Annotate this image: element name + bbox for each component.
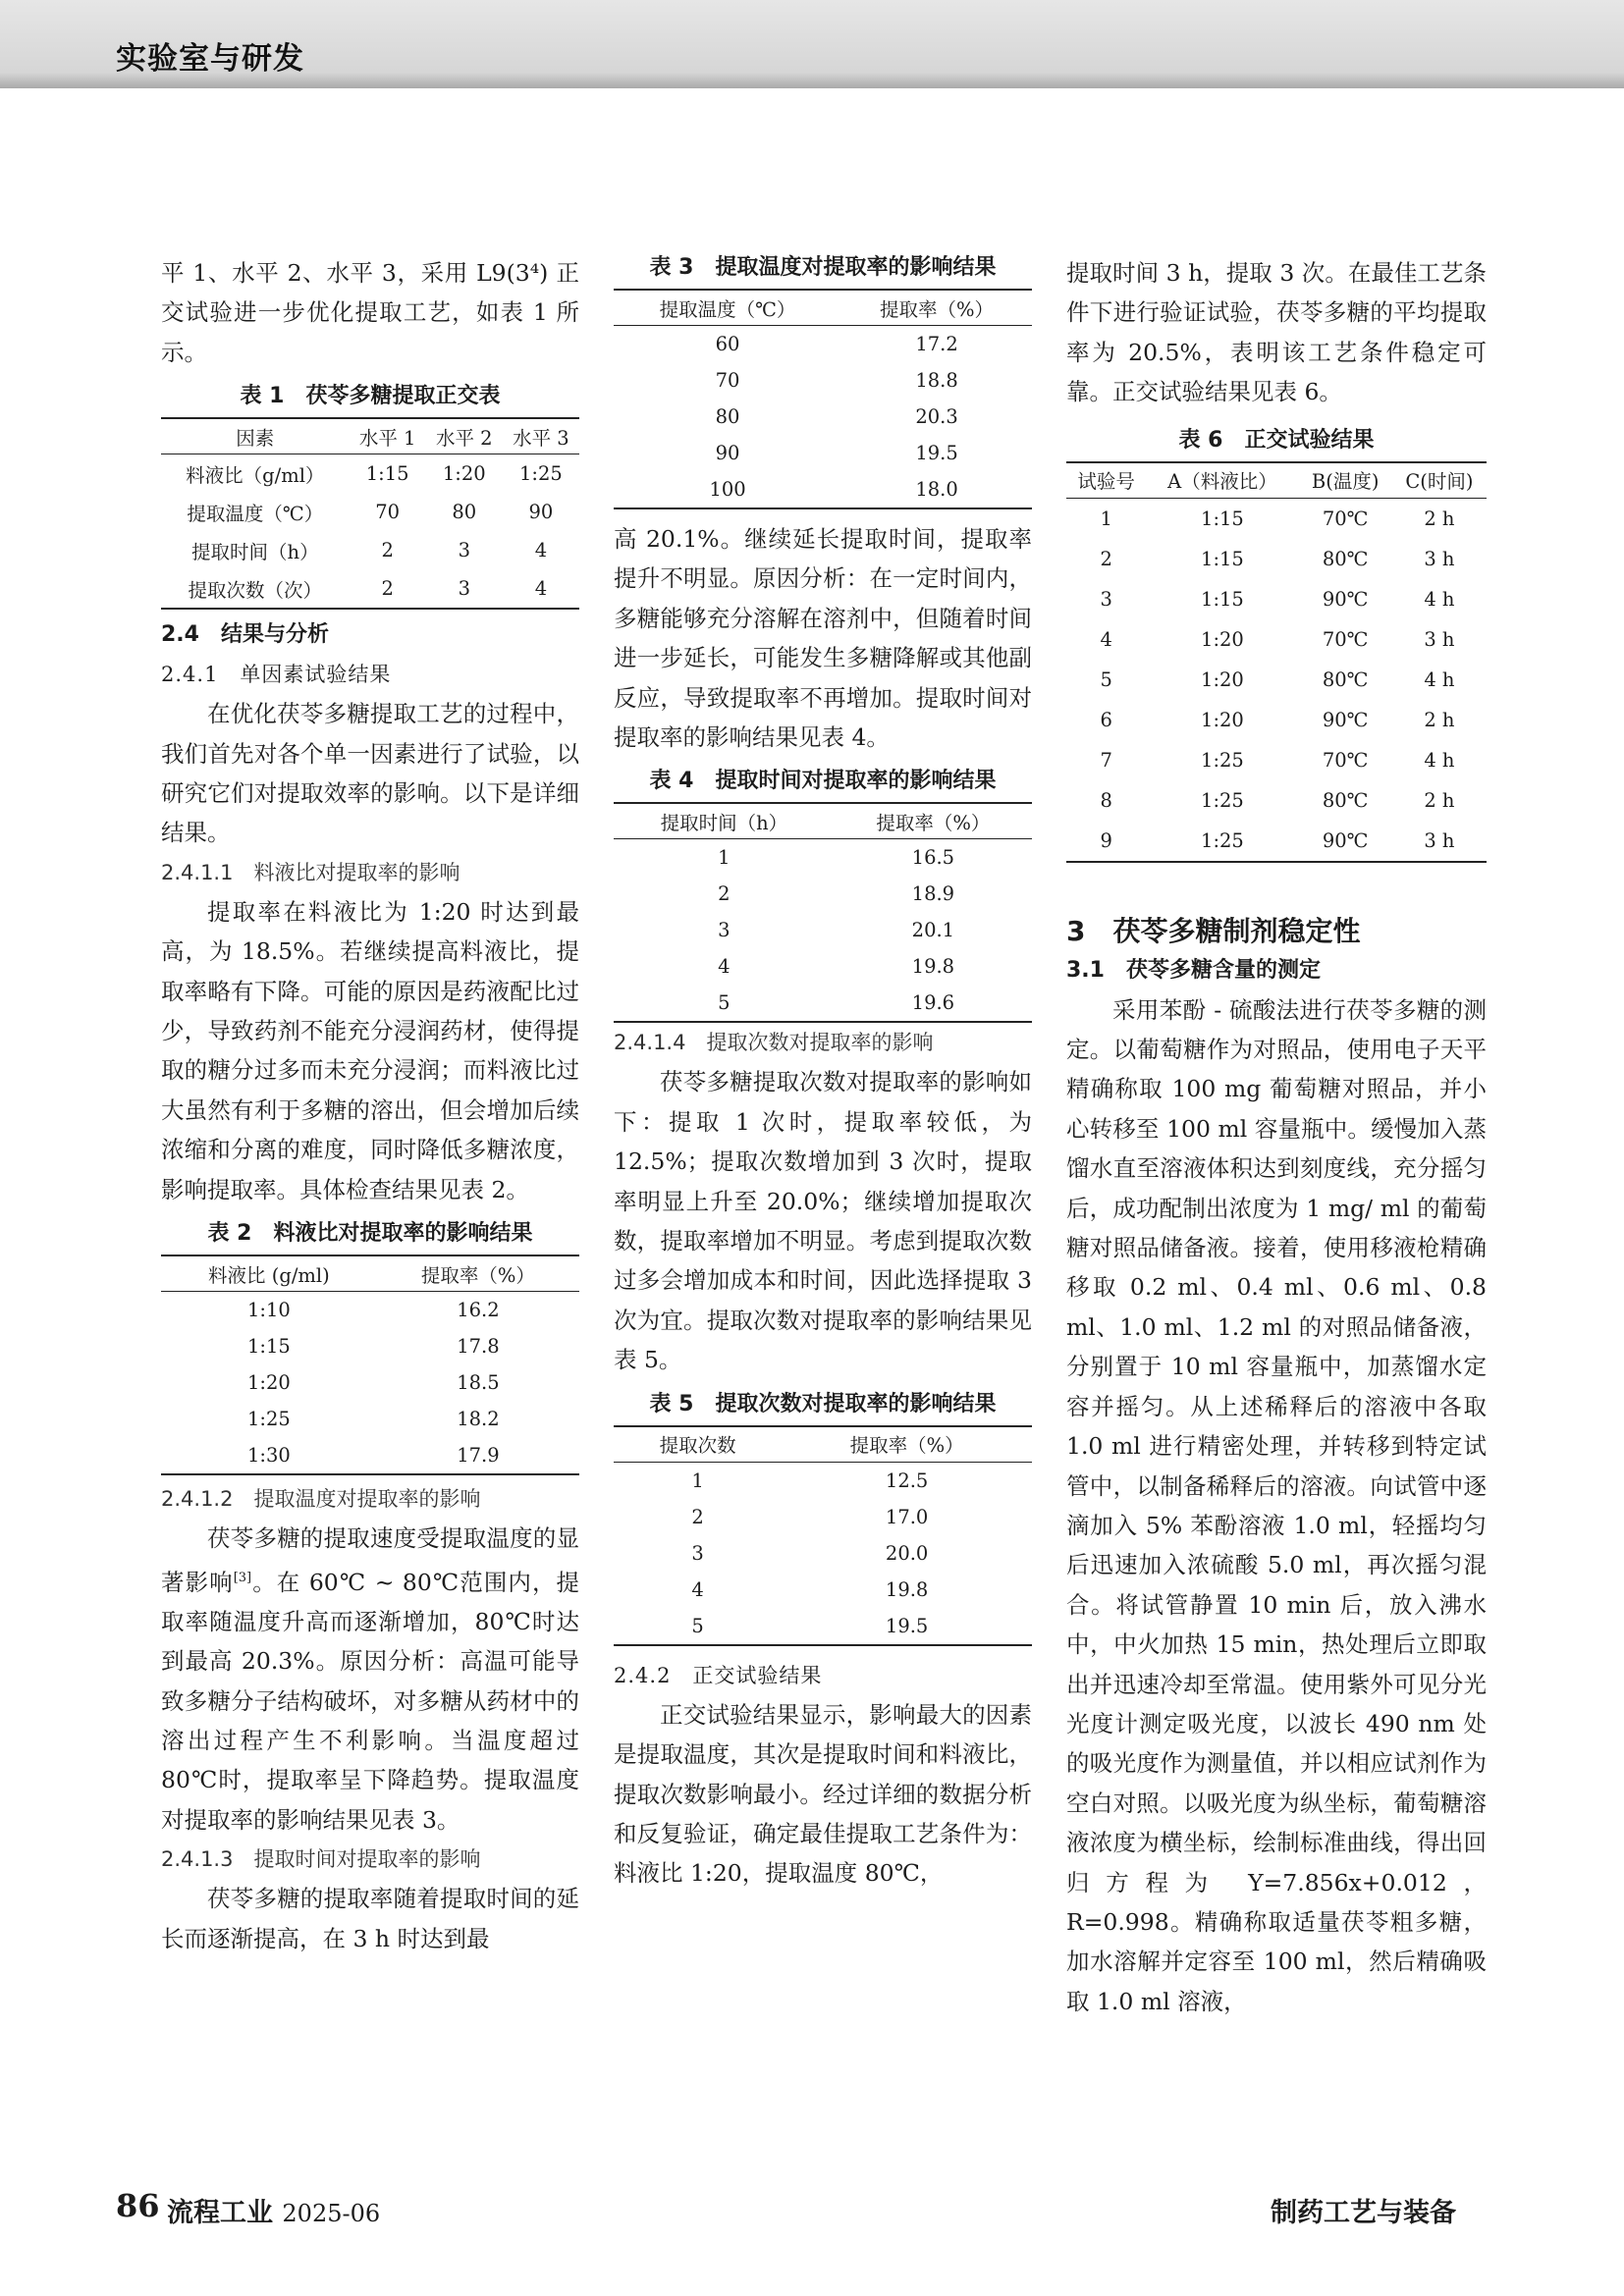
table-cell: 1:30: [161, 1437, 377, 1474]
table-cell: 4: [691, 1577, 704, 1601]
table-row: [614, 1499, 1032, 1535]
table-2: [161, 1255, 579, 1475]
table-cell: 2: [350, 569, 426, 609]
table-cell: 1:25: [519, 462, 563, 486]
table-cell: 90: [715, 442, 740, 464]
table-row: [614, 985, 1032, 1022]
table-header-cell: 提取率（%）: [835, 803, 1032, 839]
table-cell: 2: [1100, 547, 1112, 570]
table-cell: 4 h: [1424, 748, 1455, 772]
table-cell: 90℃: [1299, 821, 1392, 862]
table-row: [1066, 579, 1487, 619]
table-cell: 17.8: [457, 1335, 500, 1359]
table-row: [161, 454, 579, 494]
table-cell: 17.0: [885, 1505, 929, 1528]
table-cell: 70: [375, 501, 401, 524]
table-cell: 90: [528, 501, 554, 524]
column-2: [614, 253, 1032, 1894]
table-cell: 料液比（g/ml）: [186, 463, 325, 487]
table-cell: 1:20: [1201, 667, 1244, 691]
table-cell: 18.2: [457, 1408, 500, 1431]
paragraph: 在优化茯苓多糖提取工艺的过程中，我们首先对各个单一因素进行了试验，以研究它们对提取效率的影响。以下是详细结果。: [161, 700, 579, 847]
table-cell: 2 h: [1424, 788, 1455, 812]
table-cell: 4: [718, 955, 731, 979]
paragraph: 正交试验结果显示，影响最大的因素是提取温度，其次是提取时间和料液比，提取次数影响最小。经过详细的数据分析和反复验证，确定最佳提取工艺条件为：料液比 1:20，提取温度 80℃，: [614, 1700, 1032, 1888]
table-cell: 3 h: [1424, 627, 1455, 651]
table-row: [161, 1292, 579, 1329]
table-cell: 3 h: [1424, 547, 1455, 570]
table-row: [614, 471, 1032, 508]
table-cell: 7: [1100, 748, 1112, 772]
table-header-cell: 提取率（%）: [377, 1255, 579, 1292]
table-cell: 2 h: [1424, 708, 1455, 731]
paragraph: 茯苓多糖提取次数对提取率的影响如下：提取 1 次时，提取率较低，为 12.5%；提取次数增加到 3 次时，提取率明显上升至 20.0%；继续增加提取次数，提取率增加不明显。考虑到提取次数过多会增加成本和时间，因此选择提取 3 次为宜。提取次数对提取率的影响结果见表 5。: [614, 1068, 1032, 1374]
table-header-cell: 提取次数: [614, 1426, 782, 1463]
table-cell: 20.3: [915, 405, 958, 428]
table-cell: 3: [1100, 587, 1112, 611]
running-title: 制药工艺与装备: [1271, 2198, 1456, 2228]
table-row: [614, 1572, 1032, 1608]
table-cell: 18.0: [841, 471, 1032, 508]
table-caption: 表 5 提取次数对提取率的影响结果: [649, 1391, 997, 1416]
subsubsection-heading: 2.4.1.3 提取时间对提取率的影响: [161, 1847, 481, 1872]
table-cell: 19.6: [835, 985, 1032, 1022]
table-row: [614, 1462, 1032, 1499]
table-cell: 1:20: [247, 1371, 291, 1395]
table-cell: 80: [715, 405, 740, 428]
table-header-row: [614, 290, 1032, 326]
table-row: [614, 399, 1032, 435]
table-row: [614, 1535, 1032, 1572]
table-header-row: [161, 418, 579, 454]
table-cell: 2: [718, 882, 731, 906]
subsubsection-heading: 2.4.1.1 料液比对提取率的影响: [161, 860, 460, 884]
table-cell: 4: [534, 539, 548, 562]
table-cell: 8: [1100, 788, 1112, 812]
table-row: [614, 362, 1032, 399]
table-header-cell: 提取温度（℃）: [614, 290, 841, 326]
paragraph: 高 20.1%。继续延长提取时间，提取率提升不明显。原因分析：在一定时间内，多糖能够充分溶解在溶剂中，但随着时间进一步延长，可能发生多糖降解或其他副反应，导致提取率不再增加。提取时间对提取率的影响结果见表 4。: [614, 525, 1032, 752]
table-row: [614, 839, 1032, 877]
table-header-row: [614, 1426, 1032, 1463]
table-cell: 90℃: [1322, 587, 1369, 611]
table-cell: 5: [1100, 667, 1112, 691]
table-cell: 3: [691, 1541, 704, 1565]
subsection-heading: 3.1 茯苓多糖含量的测定: [1066, 957, 1321, 983]
table-row: [161, 493, 579, 531]
table-cell: 4 h: [1424, 587, 1455, 611]
table-header-cell: 提取率（%）: [782, 1426, 1032, 1463]
subsubsection-heading: 2.4.1.4 提取次数对提取率的影响: [614, 1031, 934, 1055]
table-cell: 1:25: [1146, 821, 1298, 862]
table-header-cell: C(时间): [1392, 462, 1487, 499]
table-cell: 4: [503, 569, 579, 609]
section-heading: 2.4 结果与分析: [161, 622, 329, 648]
table-header-row: [1066, 462, 1487, 499]
text-span: 。在 60℃ ~ 80℃范围内，提取率随温度升高而逐渐增加，80℃时达到最高 20.3%。原因分析：高温可能导致多糖分子结构破坏，对多糖从药材中的溶出过程产生不利影响。当温度超过 80℃时，提取率呈下降趋势。提取温度对提取率的影响结果见表 3。: [161, 1568, 580, 1834]
table-header-cell: 料液比 (g/ml): [161, 1255, 377, 1292]
table-cell: 18.5: [457, 1371, 500, 1395]
table-header-cell: 水平 1: [350, 418, 426, 454]
table-cell: 2 h: [1424, 507, 1455, 530]
table-cell: 16.5: [911, 846, 955, 870]
table-cell: 1: [718, 846, 731, 870]
table-header-cell: 水平 2: [426, 418, 503, 454]
section-label: 实验室与研发: [116, 41, 304, 77]
citation: [3]: [233, 1570, 252, 1585]
table-cell: 60: [715, 333, 740, 355]
table-header-cell: 试验号: [1066, 462, 1146, 499]
table-cell: 80℃: [1322, 547, 1369, 570]
table-row: [614, 948, 1032, 985]
table-cell: 18.8: [915, 369, 958, 392]
paragraph: 提取时间 3 h，提取 3 次。在最佳工艺条件下进行验证试验，茯苓多糖的平均提取率为 20.5%，表明该工艺条件稳定可靠。正交试验结果见表 6。: [1066, 259, 1487, 406]
table-cell: 1:25: [247, 1408, 291, 1431]
table-caption: 表 4 提取时间对提取率的影响结果: [649, 769, 997, 794]
table-cell: 9: [1066, 821, 1146, 862]
subsection-heading: 2.4.2 正交试验结果: [614, 1663, 823, 1687]
table-cell: 1:20: [442, 462, 486, 486]
table-row: [614, 326, 1032, 363]
table-cell: 3 h: [1392, 821, 1487, 862]
table-cell: 4: [1100, 627, 1112, 651]
text-span: 茯苓多糖的提取速度受提取温度的显著影响: [161, 1524, 579, 1596]
paragraph: 平 1、水平 2、水平 3，采用 L9(3⁴) 正交试验进一步优化提取工艺，如表 1 所示。: [161, 259, 579, 366]
table-row: [161, 1401, 579, 1437]
column-3: [1066, 253, 1487, 2021]
table-row: [1066, 740, 1487, 780]
table-caption: 表 3 提取温度对提取率的影响结果: [649, 255, 997, 280]
table-caption: 表 1 茯苓多糖提取正交表: [240, 384, 501, 409]
table-header-cell: 水平 3: [503, 418, 579, 454]
table-cell: 19.5: [782, 1608, 1032, 1645]
table-cell: 19.8: [885, 1577, 929, 1601]
table-cell: 90℃: [1322, 708, 1369, 731]
table-caption: 表 2 料液比对提取率的影响结果: [207, 1221, 533, 1247]
paragraph: 茯苓多糖的提取率随着提取时间的延长而逐渐提高，在 3 h 时达到最: [161, 1885, 579, 1952]
subsection-heading: 2.4.1 单因素试验结果: [161, 663, 392, 687]
table-cell: 3: [426, 569, 503, 609]
table-cell: 1:25: [1201, 788, 1244, 812]
table-header-row: [614, 803, 1032, 839]
table-cell: 100: [614, 471, 841, 508]
table-row: [1066, 619, 1487, 660]
table-row: [161, 569, 579, 609]
table-4: [614, 802, 1032, 1023]
table-row: [614, 912, 1032, 948]
table-caption: 表 6 正交试验结果: [1178, 427, 1375, 453]
table-header-cell: 因素: [161, 418, 350, 454]
section-heading: 3 茯苓多糖制剂稳定性: [1066, 914, 1361, 947]
journal-issue: 2025-06: [282, 2200, 381, 2227]
table-1: [161, 417, 579, 610]
table-row: [614, 435, 1032, 471]
table-cell: 4 h: [1424, 667, 1455, 691]
table-cell: 1:15: [1201, 507, 1244, 530]
table-cell: 70℃: [1322, 748, 1369, 772]
table-row: [161, 531, 579, 569]
table-cell: 20.0: [885, 1541, 929, 1565]
table-cell: 20.1: [911, 919, 955, 942]
table-cell: 提取温度（℃）: [187, 502, 324, 525]
page-number: 86: [116, 2187, 160, 2224]
table-cell: 17.2: [915, 333, 958, 355]
table-row: [614, 876, 1032, 912]
paragraph: [161, 1519, 579, 1840]
table-cell: 6: [1100, 708, 1112, 731]
table-cell: 3: [718, 919, 731, 942]
table-cell: 1:15: [247, 1335, 291, 1359]
journal-name: [167, 2191, 380, 2229]
table-cell: 70℃: [1322, 627, 1369, 651]
table-cell: 1:15: [1201, 547, 1244, 570]
paragraph: 提取率在料液比为 1:20 时达到最高，为 18.5%。若继续提高料液比，提取率略有下降。可能的原因是药液配比过少，导致药剂不能充分浸润药材，使得提取的糖分过多而未充分浸润；而料液比过大虽然有利于多糖的溶出，但会增加后续浓缩和分离的难度，同时降低多糖浓度，影响提取率。具体检查结果见表 2。: [161, 897, 579, 1203]
table-row: [161, 1364, 579, 1401]
table-cell: 1:10: [247, 1299, 291, 1322]
table-cell: 1: [1100, 507, 1112, 530]
table-3: [614, 289, 1032, 509]
table-row: [614, 1608, 1032, 1645]
table-row: [1066, 821, 1487, 862]
table-cell: 5: [614, 1608, 782, 1645]
table-6: [1066, 461, 1487, 863]
table-header-cell: 提取时间（h）: [614, 803, 835, 839]
table-cell: 1:20: [1201, 627, 1244, 651]
subsubsection-heading: 2.4.1.2 提取温度对提取率的影响: [161, 1487, 481, 1512]
table-cell: 12.5: [885, 1468, 929, 1492]
table-cell: 70℃: [1322, 507, 1369, 530]
table-cell: 17.9: [377, 1437, 579, 1474]
table-row: [1066, 780, 1487, 821]
table-row: [161, 1328, 579, 1364]
table-cell: 70: [715, 369, 740, 392]
table-cell: 19.5: [915, 442, 958, 464]
table-cell: 提取时间（h）: [191, 540, 319, 563]
table-cell: 5: [614, 985, 835, 1022]
table-cell: 19.8: [911, 955, 955, 979]
table-row: [1066, 700, 1487, 740]
table-row: [1066, 498, 1487, 539]
table-header-row: [161, 1255, 579, 1292]
table-cell: 80℃: [1322, 788, 1369, 812]
table-header-cell: 提取率（%）: [841, 290, 1032, 326]
table-cell: 2: [381, 539, 394, 562]
table-cell: 80℃: [1322, 667, 1369, 691]
paragraph: 采用苯酚 - 硫酸法进行茯苓多糖的测定。以葡萄糖作为对照品，使用电子天平精确称取 100 mg 葡萄糖对照品，并小心转移至 100 ml 容量瓶中。缓慢加入蒸馏水直至溶液体积达到刻度线，充分摇匀后，成功配制出浓度为 1 mg/ ml 的葡萄糖对照品储备液。接着，使用移液枪精确移取 0.2 ml、0.4 ml、0.6 ml、0.8 ml、1.0 ml、1.2 ml 的对照品储备液，分别置于 10 ml 容量瓶中，加蒸馏水定容并摇匀。从上述稀释后的溶液中各取 1.0 ml 进行精密处理，并转移到特定试管中，以制备稀释后的溶液。向试管中逐滴加入 5% 苯酚溶液 1.0 ml，轻摇均匀后迅速加入浓硫酸 5.0 ml，再次摇匀混合。将试管静置 10 min 后，放入沸水中，中火加热 15 min，热处理后立即取出并迅速冷却至常温。使用紫外可见分光光度计测定吸光度，以波长 490 nm 处的吸光度作为测量值，并以相应试剂作为空白对照。以吸光度为纵坐标，葡萄糖溶液浓度为横坐标，绘制标准曲线，得出回归方程为 Y=7.856x+0.012，R=0.998。精确称取适量茯苓粗多糖，加水溶解并定容至 100 ml，然后精确吸取 1.0 ml 溶液，: [1066, 995, 1487, 2015]
column-1: [161, 253, 579, 1958]
table-cell: 1:15: [365, 462, 409, 486]
table-cell: 18.9: [911, 882, 955, 906]
table-cell: 1:25: [1201, 748, 1244, 772]
table-5: [614, 1425, 1032, 1646]
table-header-cell: A（料液比）: [1146, 462, 1298, 499]
table-cell: 提取次数（次）: [161, 569, 350, 609]
table-cell: 16.2: [457, 1299, 500, 1322]
table-row: [1066, 660, 1487, 700]
table-header-cell: B(温度): [1299, 462, 1392, 499]
table-row: [1066, 539, 1487, 579]
table-cell: 1:20: [1201, 708, 1244, 731]
table-cell: 1:15: [1201, 587, 1244, 611]
table-cell: 1: [691, 1468, 704, 1492]
journal-title: 流程工业: [167, 2198, 273, 2228]
table-cell: 3: [458, 539, 470, 562]
table-cell: 2: [691, 1505, 704, 1528]
table-cell: 80: [452, 501, 477, 524]
table-row: [161, 1437, 579, 1474]
